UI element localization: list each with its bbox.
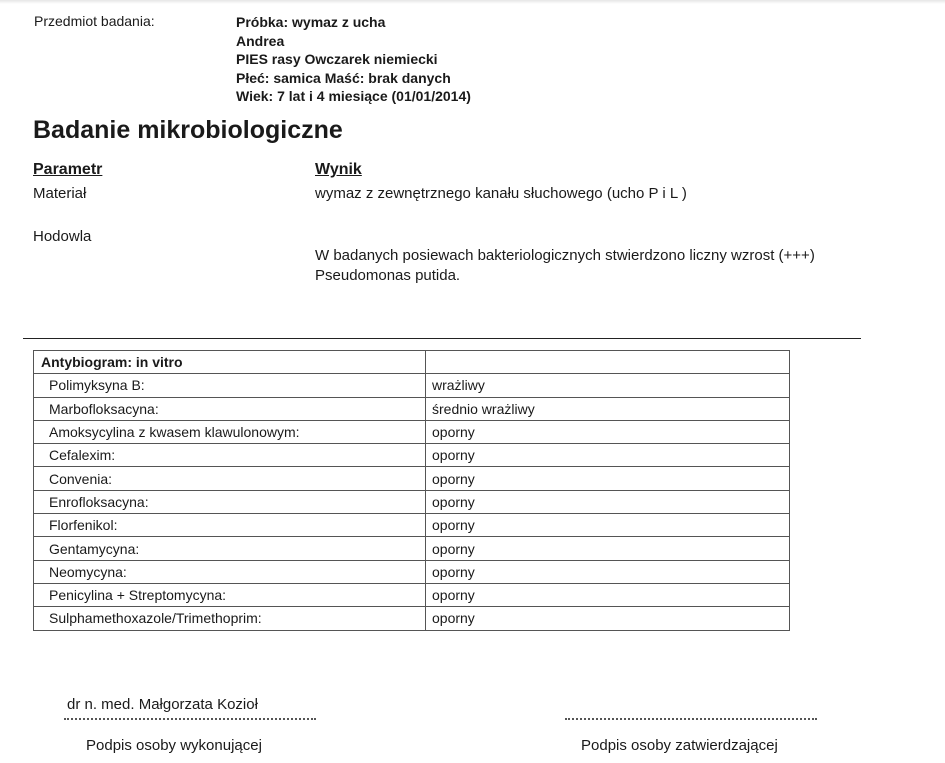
culture-value-line-1: W badanych posiewach bakteriologicznych stwierdzono liczny wzrost (+++)	[315, 247, 815, 264]
susceptibility-result: oporny	[426, 560, 790, 583]
susceptibility-result: oporny	[426, 583, 790, 606]
species-breed: PIES rasy Owczarek niemiecki	[236, 51, 438, 68]
sex-color: Płeć: samica Maść: brak danych	[236, 69, 451, 86]
antibiogram-row	[34, 560, 790, 583]
approver-caption: Podpis osoby zatwierdzającej	[581, 737, 778, 754]
susceptibility-result: oporny	[426, 420, 790, 443]
susceptibility-result: wrażliwy	[426, 374, 790, 397]
antibiogram-row	[34, 514, 790, 537]
antibiogram-table	[33, 350, 790, 631]
susceptibility-result: oporny	[426, 537, 790, 560]
drug-name: Cefalexim:	[34, 444, 426, 467]
susceptibility-result: oporny	[426, 444, 790, 467]
susceptibility-result: oporny	[426, 607, 790, 630]
antibiogram-row	[34, 490, 790, 513]
performer-signature-line	[64, 718, 316, 720]
material-value: wymaz z zewnętrznego kanału słuchowego (ucho P i L )	[315, 185, 687, 202]
culture-value-line-2: Pseudomonas putida.	[315, 267, 461, 284]
antibiogram-row	[34, 397, 790, 420]
antibiogram-header-right	[426, 351, 790, 374]
drug-name: Enrofloksacyna:	[34, 490, 426, 513]
susceptibility-result: oporny	[426, 490, 790, 513]
performer-caption: Podpis osoby wykonującej	[86, 737, 262, 754]
approver-signature-line	[565, 718, 817, 720]
drug-name: Neomycyna:	[34, 560, 426, 583]
subject-label: Przedmiot badania:	[34, 13, 155, 29]
page-top-edge	[0, 0, 945, 4]
drug-name: Gentamycyna:	[34, 537, 426, 560]
antibiogram-row	[34, 467, 790, 490]
antibiogram-row	[34, 583, 790, 606]
antibiogram-row	[34, 420, 790, 443]
drug-name: Florfenikol:	[34, 514, 426, 537]
antibiogram-row	[34, 607, 790, 630]
antibiogram-header-row	[34, 351, 790, 374]
drug-name: Sulphamethoxazole/Trimethoprim:	[34, 607, 426, 630]
material-label: Materiał	[33, 185, 87, 202]
sample-line: Próbka: wymaz z ucha	[236, 14, 386, 30]
column-header-param: Parametr	[33, 161, 103, 178]
susceptibility-result: oporny	[426, 514, 790, 537]
drug-name: Convenia:	[34, 467, 426, 490]
performer-name: dr n. med. Małgorzata Kozioł	[67, 696, 258, 713]
antibiogram-row	[34, 444, 790, 467]
antibiogram-header: Antybiogram: in vitro	[34, 351, 426, 374]
column-header-result: Wynik	[315, 161, 362, 178]
age-line: Wiek: 7 lat i 4 miesiące (01/01/2014)	[236, 88, 471, 105]
culture-label: Hodowla	[33, 228, 92, 245]
antibiogram-row	[34, 537, 790, 560]
susceptibility-result: średnio wrażliwy	[426, 397, 790, 420]
subject-details	[236, 13, 471, 106]
section-title: Badanie mikrobiologiczne	[33, 116, 343, 144]
animal-name: Andrea	[236, 32, 285, 49]
drug-name: Polimyksyna B:	[34, 374, 426, 397]
drug-name: Amoksycylina z kwasem klawulonowym:	[34, 420, 426, 443]
section-divider	[23, 338, 861, 339]
antibiogram-row	[34, 374, 790, 397]
susceptibility-result: oporny	[426, 467, 790, 490]
drug-name: Marbofloksacyna:	[34, 397, 426, 420]
drug-name: Penicylina + Streptomycyna:	[34, 583, 426, 606]
